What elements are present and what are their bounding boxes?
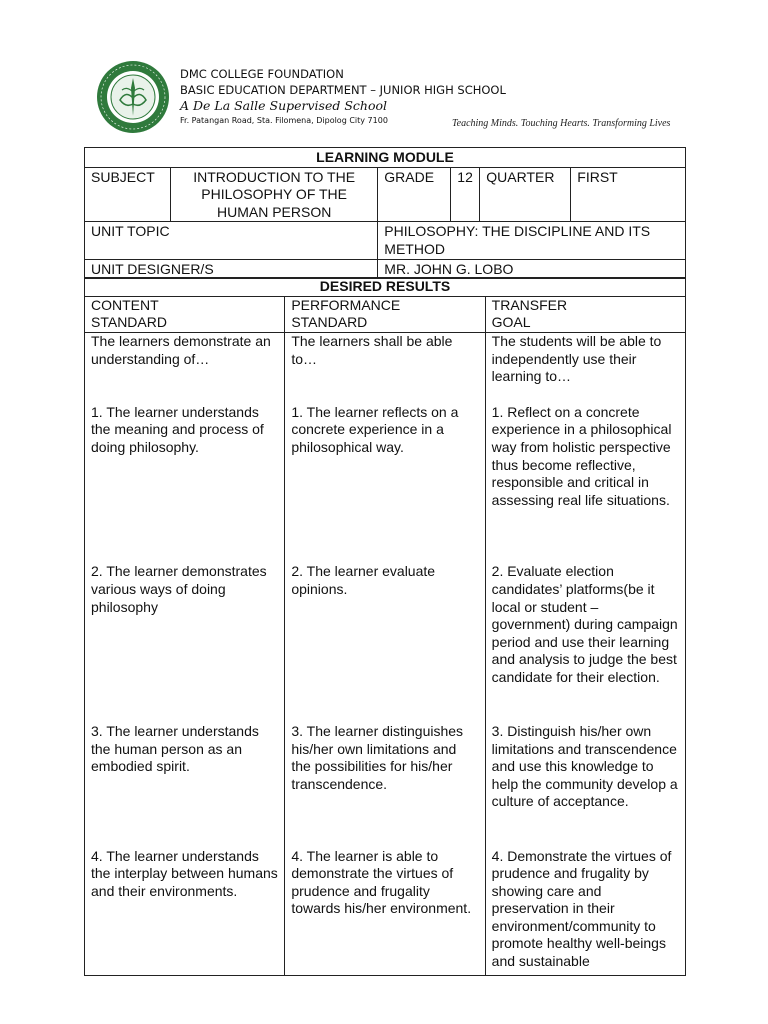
- desired-results-table: [84, 277, 686, 976]
- transfer-intro: The students will be able to independently use their learning to…: [491, 333, 662, 385]
- performance-intro: The learners shall be able to…: [291, 333, 453, 367]
- content-item-1: 1. The learner understands the meaning and process of doing philosophy.: [91, 403, 264, 455]
- transfer-item-2: 2. Evaluate election candidates’ platforms(be it local or student – government) during campaign period and use their learning and analysis to judge the best candidate for their election.: [491, 563, 678, 685]
- performance-item-1: 1. The learner reflects on a concrete experience in a philosophical way.: [291, 403, 459, 455]
- unit-designer-value: MR. JOHN G. LOBO: [378, 259, 686, 279]
- subject-label: SUBJECT: [85, 167, 171, 222]
- unit-designer-label: UNIT DESIGNER/S: [85, 259, 378, 279]
- header-line: TRANSFER: [491, 296, 568, 313]
- department-name: BASIC EDUCATION DEPARTMENT – JUNIOR HIGH SCHOOL: [180, 83, 506, 97]
- grade-value: 12: [451, 167, 480, 222]
- header-line: PERFORMANCE: [291, 296, 401, 313]
- performance-standard-header: [285, 296, 485, 332]
- grade-label: GRADE: [378, 167, 451, 222]
- transfer-item-4: 4. Demonstrate the virtues of prudence and frugality by showing care and preservation in their environment/community to promote healthy well-beings and sustainable: [491, 847, 672, 970]
- transfer-goal-header: [485, 296, 685, 332]
- header-line: GOAL: [491, 314, 531, 331]
- unit-topic-value: PHILOSOPHY: THE DISCIPLINE AND ITS METHOD: [378, 222, 686, 259]
- header-line: STANDARD: [91, 314, 167, 331]
- unit-topic-label: UNIT TOPIC: [85, 222, 378, 259]
- header-line: STANDARD: [291, 314, 368, 331]
- quarter-value: FIRST: [571, 167, 686, 222]
- supervised-note: A De La Salle Supervised School: [180, 98, 388, 113]
- performance-item-3: 3. The learner distinguishes his/her own limitations and the possibilities for his/her transcendence.: [291, 722, 464, 792]
- content-item-4: 4. The learner understands the interplay between humans and their environments.: [91, 847, 278, 899]
- performance-item-4: 4. The learner is able to demonstrate the virtues of prudence and frugality towards his/her environment.: [291, 847, 472, 917]
- school-address: Fr. Patangan Road, Sta. Filomena, Dipolog City 7100: [180, 116, 388, 125]
- content-item-3: 3. The learner understands the human person as an embodied spirit.: [91, 722, 259, 775]
- module-title: LEARNING MODULE: [85, 148, 686, 168]
- content-standard-header: [85, 296, 285, 332]
- org-name: DMC COLLEGE FOUNDATION: [180, 67, 344, 81]
- school-seal-logo: [96, 60, 170, 134]
- quarter-label: QUARTER: [480, 167, 571, 222]
- transfer-item-3: 3. Distinguish his/her own limitations and transcendence and use this knowledge to help the community develop a culture of acceptance.: [491, 722, 678, 810]
- performance-standard-column: [285, 333, 485, 976]
- header-line: CONTENT: [91, 296, 159, 313]
- content-item-2: 2. The learner demonstrates various ways of doing philosophy: [91, 563, 267, 615]
- transfer-item-1: 1. Reflect on a concrete experience in a philosophical way from holistic perspective thus become reflective, responsible and critical in assessing real life situations.: [491, 403, 672, 508]
- content-intro: The learners demonstrate an understanding of…: [91, 333, 271, 367]
- transfer-goal-column: [485, 333, 685, 976]
- content-standard-column: [85, 333, 285, 976]
- performance-item-2: 2. The learner evaluate opinions.: [291, 563, 436, 597]
- subject-value: INTRODUCTION TO THE PHILOSOPHY OF THE HUMAN PERSON: [171, 167, 378, 222]
- document-header: [96, 58, 696, 138]
- desired-results-title: DESIRED RESULTS: [85, 278, 686, 297]
- learning-module-table: [84, 147, 686, 279]
- school-tagline: Teaching Minds. Touching Hearts. Transforming Lives: [452, 118, 671, 129]
